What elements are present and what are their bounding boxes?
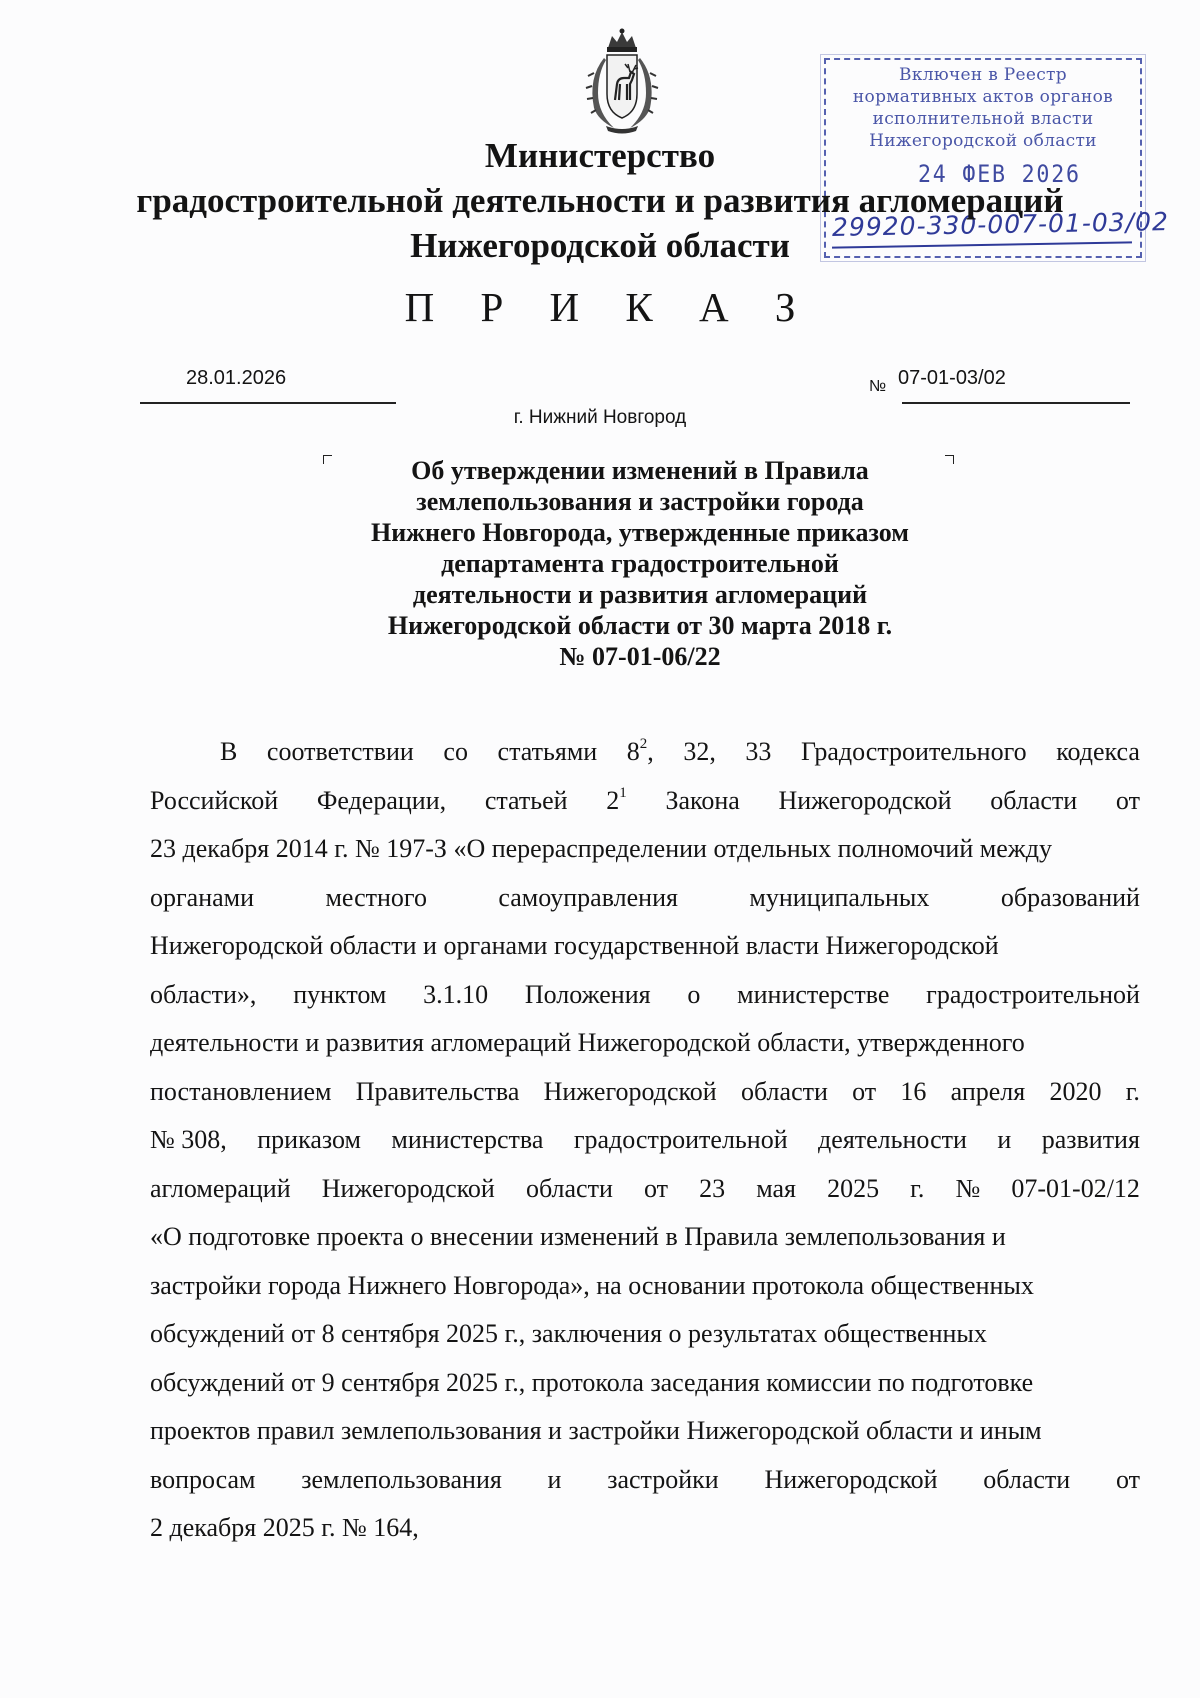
- stamp-date: 24 ФЕВ 2026: [918, 160, 1081, 188]
- word: со: [443, 737, 468, 766]
- word: муниципальных: [749, 882, 930, 912]
- word: пунктом: [293, 979, 387, 1009]
- article-number: 2: [606, 785, 620, 815]
- body-line: [150, 1068, 1140, 1117]
- word: области: [990, 785, 1078, 815]
- word: соответствии: [266, 737, 414, 766]
- word: Федерации,: [316, 785, 447, 815]
- word: от: [852, 1076, 877, 1106]
- stamp-line: Включен в Реестр: [899, 65, 1067, 85]
- word: Закона: [665, 785, 740, 815]
- title-line: деятельности и развития агломераций: [412, 580, 868, 609]
- ministry-line: Министерство: [484, 136, 716, 175]
- word: местного: [325, 882, 427, 912]
- word: застройки: [607, 1464, 719, 1494]
- body-line: [150, 874, 1140, 923]
- title-line: Нижнего Новгорода, утвержденные приказом: [370, 518, 910, 547]
- word: от: [643, 1173, 668, 1203]
- superscript: 2: [639, 736, 648, 753]
- body-line: [150, 777, 1140, 826]
- word: и: [997, 1125, 1012, 1154]
- word: градостроительной: [573, 1125, 788, 1154]
- title-line: землепользования и застройки города: [416, 487, 864, 516]
- title-line: № 07-01-06/22: [559, 642, 721, 671]
- body-line: [150, 1456, 1140, 1505]
- body-line: проектов правил землепользования и застройки Нижегородской области и иным: [150, 1416, 1042, 1445]
- word: Нижегородской: [321, 1173, 495, 1203]
- word: органами: [150, 882, 255, 912]
- word: развития: [1041, 1125, 1140, 1154]
- word: самоуправления: [498, 882, 678, 912]
- comma: ,: [647, 737, 654, 766]
- body-line: [150, 1116, 1140, 1165]
- word: В: [220, 737, 238, 766]
- word: образований: [1000, 882, 1140, 912]
- word: постановлением: [150, 1076, 332, 1106]
- order-title: [300, 455, 980, 672]
- body-line: [150, 728, 1140, 777]
- body-line: «О подготовке проекта о внесении изменений в Правила землепользования и: [150, 1222, 1006, 1251]
- word: министерства: [391, 1125, 544, 1154]
- ministry-line: Нижегородской области: [410, 226, 790, 265]
- word: министерстве: [737, 979, 890, 1009]
- word: Нижегородской: [764, 1464, 938, 1494]
- word: № 308,: [150, 1125, 227, 1154]
- word: и: [547, 1464, 562, 1494]
- word: 2020: [1049, 1076, 1102, 1106]
- body-line: застройки города Нижнего Новгорода», на основании протокола общественных: [150, 1270, 1034, 1300]
- city-name: г. Нижний Новгород: [513, 407, 687, 428]
- ministry-line: градостроительной деятельности и развития агломераций: [136, 181, 1064, 220]
- word: Нижегородской: [778, 785, 952, 815]
- word: приказом: [257, 1125, 361, 1154]
- word: Российской: [150, 785, 279, 815]
- preamble-text: [150, 728, 1140, 1553]
- ministry-name: [0, 133, 1200, 268]
- word: 3.1.10: [423, 979, 489, 1009]
- document-type-heading: П Р И К А З: [404, 284, 814, 330]
- number-sign: №: [869, 378, 887, 395]
- word: о: [687, 979, 701, 1009]
- word: области»,: [150, 979, 257, 1009]
- body-line: обсуждений от 9 сентября 2025 г., протокола заседания комиссии по подготовке: [150, 1367, 1034, 1397]
- coat-of-arms-emblem: [584, 28, 660, 136]
- title-line: Об утверждении изменений в Правила: [411, 456, 869, 485]
- word: г.: [910, 1173, 925, 1203]
- word: деятельности: [818, 1125, 967, 1154]
- word: статьями: [497, 737, 598, 766]
- word: области: [740, 1076, 828, 1106]
- order-number: 07-01-03/02: [898, 367, 1006, 389]
- word: кодекса: [1056, 737, 1140, 766]
- word: [627, 728, 654, 777]
- body-line: 23 декабря 2014 г. № 197-З «О перераспределении отдельных полномочий между: [150, 834, 1052, 863]
- word: градостроительной: [926, 979, 1140, 1009]
- word: области: [525, 1173, 613, 1203]
- word: 16: [900, 1076, 927, 1106]
- body-line: Нижегородской области и органами государственной власти Нижегородской: [150, 931, 999, 960]
- word: г.: [1125, 1076, 1140, 1106]
- body-line: [150, 1165, 1140, 1214]
- body-line: [150, 971, 1140, 1020]
- stamp-line: Нижегородской области: [869, 131, 1097, 151]
- word: области: [983, 1464, 1071, 1494]
- word: 07-01-02/12: [1011, 1173, 1140, 1203]
- word: 23: [699, 1173, 726, 1203]
- word: агломераций: [150, 1173, 291, 1203]
- word: №: [955, 1173, 981, 1203]
- word: Положения: [524, 979, 651, 1009]
- date-underline: [140, 402, 396, 404]
- number-underline: [902, 402, 1130, 404]
- word: землепользования: [301, 1464, 502, 1494]
- stamp-line: исполнительной власти: [872, 109, 1094, 129]
- word: [606, 777, 627, 826]
- word: 32,: [683, 737, 716, 766]
- article-number: 8: [626, 737, 640, 766]
- word: вопросам: [150, 1464, 256, 1494]
- word: 33: [745, 737, 772, 766]
- word: апреля: [950, 1076, 1026, 1106]
- stamp-registration-number: 29920-330-007-01-03/02: [831, 207, 1170, 242]
- body-line: 2 декабря 2025 г. № 164,: [150, 1513, 419, 1542]
- word: Нижегородской: [543, 1076, 717, 1106]
- order-date: 28.01.2026: [186, 367, 287, 389]
- word: от: [1115, 1464, 1140, 1494]
- body-line: деятельности и развития агломераций Нижегородской области, утвержденного: [150, 1028, 1025, 1057]
- body-line: обсуждений от 8 сентября 2025 г., заключения о результатах общественных: [150, 1319, 987, 1348]
- stamp-line: нормативных актов органов: [852, 87, 1114, 107]
- title-line: департамента градостроительной: [441, 549, 839, 578]
- superscript: 1: [619, 784, 627, 801]
- word: мая: [756, 1173, 796, 1203]
- word: Градостроительного: [801, 737, 1027, 766]
- word: 2025: [827, 1173, 880, 1203]
- word: статьей: [484, 785, 568, 815]
- word: Правительства: [355, 1076, 520, 1106]
- word: от: [1115, 785, 1140, 815]
- title-line: Нижегородской области от 30 марта 2018 г.: [387, 611, 893, 640]
